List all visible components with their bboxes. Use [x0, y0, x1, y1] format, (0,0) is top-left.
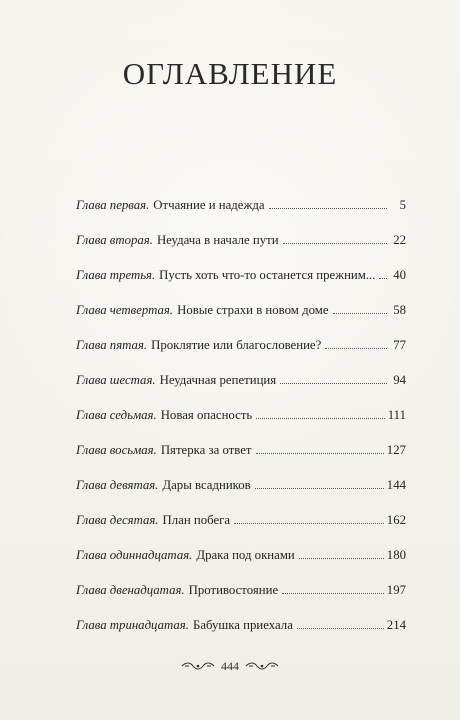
dot-leader: [283, 243, 387, 244]
toc-entry-title: [76, 547, 295, 563]
toc-entry-title: [76, 582, 278, 598]
chapter-label: Глава третья.: [76, 268, 156, 282]
page-number: 5: [399, 198, 406, 212]
toc-entry-title: [76, 512, 230, 528]
toc-entry-12: [76, 563, 406, 598]
dot-leader: [256, 453, 384, 454]
chapter-title: Пятерка за ответ: [160, 443, 252, 457]
chapter-label: Глава десятая.: [76, 513, 159, 527]
page-number: 22: [393, 233, 406, 247]
chapter-label: Глава вторая.: [76, 233, 153, 247]
toc-entry-title: [76, 232, 279, 248]
page-number: 197: [386, 583, 406, 597]
toc-entry-4: [76, 283, 406, 318]
chapter-label: Глава седьмая.: [76, 408, 157, 422]
chapter-title: Новые страхи в новом доме: [177, 303, 329, 317]
folio-page-number: 444: [221, 658, 239, 673]
toc-entry-title: [76, 337, 321, 353]
dot-leader: [297, 628, 384, 629]
page-number: 180: [386, 548, 406, 562]
chapter-label: Глава девятая.: [76, 478, 159, 492]
chapter-label: Глава восьмая.: [76, 443, 157, 457]
page-number: 111: [387, 408, 406, 422]
dot-leader: [379, 278, 387, 279]
chapter-title: Отчаяние и надежда: [153, 198, 265, 212]
chapter-title: Пусть хоть что-то останется прежним...: [159, 268, 376, 282]
right-ornament-icon: [245, 660, 279, 672]
chapter-title: Дары всадников: [162, 478, 251, 492]
chapter-label: Глава пятая.: [76, 338, 148, 352]
chapter-label: Глава шестая.: [76, 373, 156, 387]
toc-entry-9: [76, 458, 406, 493]
dot-leader: [234, 523, 384, 524]
dot-leader: [282, 593, 384, 594]
chapter-label: Глава четвертая.: [76, 303, 174, 317]
toc-entry-7: [76, 388, 406, 423]
dot-leader: [269, 208, 387, 209]
toc-entry-title: [76, 407, 252, 423]
toc-entry-11: [76, 528, 406, 563]
toc-entry-title: [76, 442, 252, 458]
dot-leader: [325, 348, 387, 349]
chapter-title: Неудачная репетиция: [159, 373, 277, 387]
toc-entry-1: [76, 178, 406, 213]
page-number: 77: [393, 338, 406, 352]
left-ornament-icon: [181, 660, 215, 672]
chapter-label: Глава тринадцатая.: [76, 618, 189, 632]
chapter-title: Бабушка приехала: [192, 618, 293, 632]
dot-leader: [280, 383, 387, 384]
toc-entry-title: [76, 302, 329, 318]
dot-leader: [256, 418, 385, 419]
chapter-label: Глава первая.: [76, 198, 150, 212]
dot-leader: [255, 488, 384, 489]
toc-entry-8: [76, 423, 406, 458]
chapter-label: Глава одиннадцатая.: [76, 548, 193, 562]
toc-entry-title: [76, 617, 293, 633]
chapter-title: Новая опасность: [160, 408, 253, 422]
chapter-title: Противостояние: [188, 583, 279, 597]
page-number: 214: [386, 618, 406, 632]
toc-entry-title: [76, 197, 265, 213]
toc-entry-3: [76, 248, 406, 283]
page-number: 162: [386, 513, 406, 527]
toc-entry-10: [76, 493, 406, 528]
chapter-title: План побега: [162, 513, 231, 527]
dot-leader: [299, 558, 384, 559]
dot-leader: [333, 313, 387, 314]
toc-entry-6: [76, 353, 406, 388]
chapter-title: Неудача в начале пути: [156, 233, 279, 247]
page-number: 127: [386, 443, 406, 457]
toc-entry-title: [76, 267, 375, 283]
toc-entry-13: [76, 598, 406, 633]
page-number: 40: [393, 268, 406, 282]
page-number: 94: [393, 373, 406, 387]
toc-entry-5: [76, 318, 406, 353]
page-title: ОГЛАВЛЕНИЕ: [122, 56, 338, 91]
toc-entry-title: [76, 372, 276, 388]
table-of-contents: [76, 178, 406, 633]
chapter-label: Глава двенадцатая.: [76, 583, 185, 597]
toc-entry-2: [76, 213, 406, 248]
toc-entry-title: [76, 477, 251, 493]
page-footer: [0, 656, 460, 676]
page-number: 58: [393, 303, 406, 317]
page-number: 144: [386, 478, 406, 492]
chapter-title: Проклятие или благословение?: [151, 338, 322, 352]
chapter-title: Драка под окнами: [196, 548, 295, 562]
